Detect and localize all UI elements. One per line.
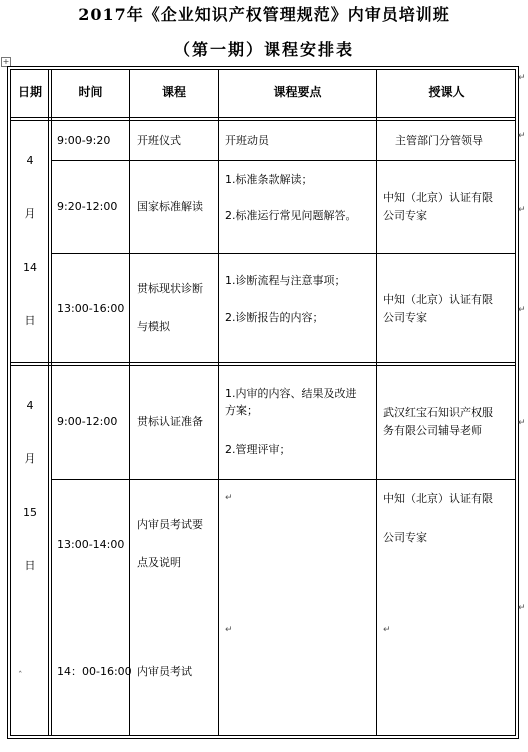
page-title: 2017年《企业知识产权管理规范》内审员培训班 xyxy=(78,5,450,24)
table-row-1-time: 9:20-12:00 xyxy=(57,200,118,213)
page-subtitle: （第一期）课程安排表 xyxy=(173,40,354,59)
table-row-0-time: 9:00-9:20 xyxy=(57,134,111,147)
header-lecturer: 授课人 xyxy=(428,85,465,99)
table-row-0-point-1: 开班动员 xyxy=(225,134,269,147)
table-row-4-course-2: 点及说明 xyxy=(137,556,181,569)
table-row-1-point-1: 1.标准条款解读； xyxy=(225,173,313,186)
paragraph-mark-icon: ↵ xyxy=(518,305,526,315)
table-row-2-point-1: 1.诊断流程与注意事项； xyxy=(225,274,346,287)
table-row-4-lecturer-1: 中知（北京）认证有限 xyxy=(383,492,493,505)
table-row-3-point-3: 2.管理评审； xyxy=(225,443,291,456)
header-course: 课程 xyxy=(161,85,186,99)
paragraph-mark-icon: ↵ xyxy=(518,205,526,215)
table-row-1-point-2: 2.标准运行常见问题解答。 xyxy=(225,209,357,222)
day1-day-char: 日 xyxy=(24,314,36,327)
table-row-3-point-1: 1.内审的内容、结果及改进 xyxy=(225,387,357,400)
paragraph-mark-icon: ˆ xyxy=(18,671,23,681)
paragraph-mark-icon: ↵ xyxy=(225,493,233,503)
table-row-5-time: 14：00-16:00 xyxy=(57,665,132,678)
paragraph-mark-icon: ↵ xyxy=(518,73,526,83)
table-row-2-lecturer-2: 公司专家 xyxy=(383,311,427,324)
table-row-2-lecturer-1: 中知（北京）认证有限 xyxy=(383,293,493,306)
paragraph-mark-icon: ↵ xyxy=(518,131,526,141)
paragraph-mark-icon: ↵ xyxy=(518,603,526,613)
table-row-3-course: 贯标认证准备 xyxy=(137,415,203,428)
table-row-4-course-1: 内审员考试要 xyxy=(137,518,203,531)
paragraph-mark-icon: ↵ xyxy=(225,625,233,635)
table-row-1-lecturer-2: 公司专家 xyxy=(383,209,427,222)
day2-day: 15 xyxy=(23,506,37,519)
table-row-3-point-2: 方案； xyxy=(225,404,258,417)
table-row-3-time: 9:00-12:00 xyxy=(57,415,118,428)
table-row-0-course: 开班仪式 xyxy=(137,134,181,147)
paragraph-mark-icon: ↵ xyxy=(383,625,391,635)
table-row-4-time: 13:00-14:00 xyxy=(57,538,125,551)
table-row-2-course-1: 贯标现状诊断 xyxy=(137,282,203,295)
table-row-3-lecturer-1: 武汉红宝石知识产权服 xyxy=(383,406,493,419)
day2-day-char: 日 xyxy=(24,559,36,572)
table-move-handle-icon[interactable]: + xyxy=(2,57,10,66)
day2-month-char: 月 xyxy=(24,452,36,465)
day2-month: 4 xyxy=(26,399,34,412)
table-row-2-time: 13:00-16:00 xyxy=(57,302,125,315)
table-row-1-lecturer-1: 中知（北京）认证有限 xyxy=(383,191,493,204)
table-row-0-lecturer: 主管部门分管领导 xyxy=(395,134,483,147)
header-points: 课程要点 xyxy=(273,85,322,99)
day1-month-char: 月 xyxy=(24,207,36,220)
table-row-2-course-2: 与模拟 xyxy=(137,320,170,333)
paragraph-mark-icon: ↵ xyxy=(518,418,526,428)
table-row-3-lecturer-2: 务有限公司辅导老师 xyxy=(383,424,482,437)
day1-day: 14 xyxy=(23,261,37,274)
table-row-5-course: 内审员考试 xyxy=(137,665,192,678)
day1-month: 4 xyxy=(26,154,34,167)
table-row-2-point-2: 2.诊断报告的内容； xyxy=(225,311,324,324)
header-date: 日期 xyxy=(17,85,42,99)
table-row-1-course: 国家标准解读 xyxy=(137,200,203,213)
header-time: 时间 xyxy=(78,85,103,99)
table-row-4-lecturer-2: 公司专家 xyxy=(383,531,427,544)
